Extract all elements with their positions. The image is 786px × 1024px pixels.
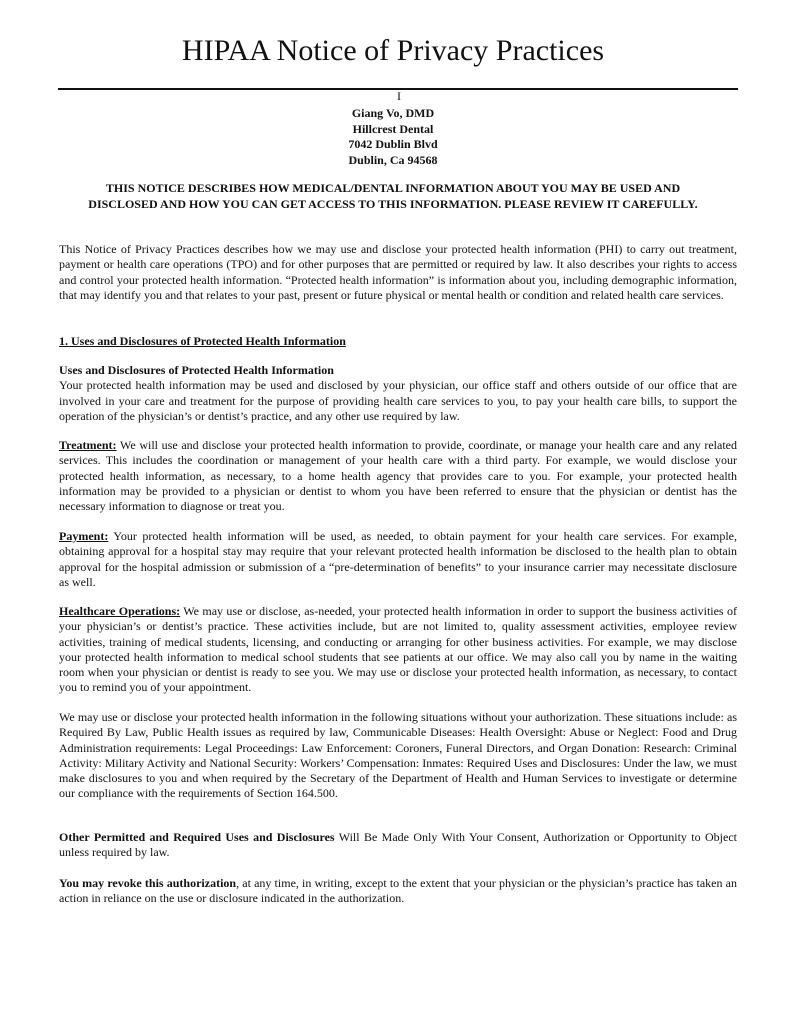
revoke-label: You may revoke this authorization xyxy=(59,876,237,890)
other-uses-label: Other Permitted and Required Uses and Disclosures xyxy=(59,830,335,844)
intro-text: This Notice of Privacy Practices describes how we may use and disclose your protected health information (PHI) to carry out treatment, payment or health care operations (TPO) and for other purposes that are permitted or required by law. It also describes your rights to access and control your protected health information. “Protected health information” is information about you, including demographic information, that may identify you and that relates to your past, present or future physical or mental health or condition and related health care services. xyxy=(59,242,737,302)
provider-city: Dublin, Ca 94568 xyxy=(348,152,438,167)
payment-label: Payment: xyxy=(59,529,109,543)
revoke-paragraph xyxy=(59,876,737,907)
situations-text: We may use or disclose your protected health information in the following situations without your authorization. These situations include: as Required By Law, Public Health issues as required by law, Communicable Diseases: Health Oversight: Abuse or Neglect: Food and Drug Administration requirements: Legal Proceedings: Law Enforcement: Coroners, Funeral Directors, and Organ Donation: Research: Criminal Activity: Military Activity and National Security: Workers’ Compensation: Inmates: Required Uses and Disclosures: Under the law, we must make disclosures to you and when required by the Secretary of the Department of Health and Human Services to investigate or determine our compliance with the requirements of Section 164.500. xyxy=(59,710,737,801)
uses-heading: Uses and Disclosures of Protected Health Information xyxy=(59,363,334,377)
treatment-label: Treatment: xyxy=(59,438,117,452)
treatment-paragraph xyxy=(59,438,737,514)
operations-label: Healthcare Operations: xyxy=(59,604,181,618)
provider-practice: Hillcrest Dental xyxy=(352,121,434,136)
payment-text: Your protected health information will be used, as needed, to obtain payment for your health care services. For example, obtaining approval for a hospital stay may require that your relevant protected health information be disclosed to the health plan to obtain approval for the hospital admission or submission of a “pre-determination of benefits” to your insurance carrier may necessitate disclosure as well. xyxy=(59,529,737,589)
other-uses-paragraph xyxy=(59,830,737,861)
notice-heading: THIS NOTICE DESCRIBES HOW MEDICAL/DENTAL INFORMATION ABOUT YOU MAY BE USED AND DISCLOSED AND HOW YOU CAN GET ACCESS TO THIS INFORMATION. PLEASE REVIEW IT CAREFULLY. xyxy=(88,181,698,211)
document-title: HIPAA Notice of Privacy Practices xyxy=(181,34,605,67)
uses-text: Your protected health information may be used and disclosed by your physician, our office staff and others outside of our office that are involved in your care and treatment for the purpose of providing health care services to you, to pay your health care bills, to support the operation of the physician’s or dentist’s practice, and any other use required by law. xyxy=(59,378,737,423)
uses-block xyxy=(59,363,737,424)
payment-paragraph xyxy=(59,529,737,590)
situations-paragraph xyxy=(59,710,737,802)
section1-heading: 1. Uses and Disclosures of Protected Health Information xyxy=(59,334,346,348)
intro-paragraph xyxy=(59,242,737,303)
provider-name: Giang Vo, DMD xyxy=(351,106,435,120)
treatment-text: We will use and disclose your protected health information to provide, coordinate, or manage your health care and any related services. This includes the coordination or management of your health care with a third party. For example, we would disclose your protected health information, as necessary, to a home health agency that provides care to you. For example, your protected health information may be provided to a physician or dentist to whom you have been referred to ensure that the physician or dentist has the necessary information to diagnose or treat you. xyxy=(59,438,737,514)
section1-heading-block xyxy=(59,334,737,349)
provider-address xyxy=(0,106,786,168)
tick-mark: I xyxy=(397,89,401,103)
operations-paragraph xyxy=(59,604,737,696)
operations-text: We may use or disclose, as-needed, your protected health information in order to support the business activities of your physician’s or dentist’s practice. These activities include, but are not limited to, quality assessment activities, employee review activities, training of medical students, licensing, and conducting or arranging for other business activities. For example, we may disclose your protected health information to medical school students that see patients at our office. We may also call you by name in the waiting room when your physician or dentist is ready to see you. We may use or disclose your protected health information, as necessary, to contact you to remind you of your appointment. xyxy=(59,604,737,695)
other-uses-text: Will Be Made Only With Your Consent, Authorization or Opportunity to Object unless required by law. xyxy=(59,830,737,860)
provider-street: 7042 Dublin Blvd xyxy=(348,137,438,151)
revoke-text: , at any time, in writing, except to the extent that your physician or the physician’s practice has taken an action in reliance on the use or disclosure indicated in the authorization. xyxy=(59,876,737,906)
